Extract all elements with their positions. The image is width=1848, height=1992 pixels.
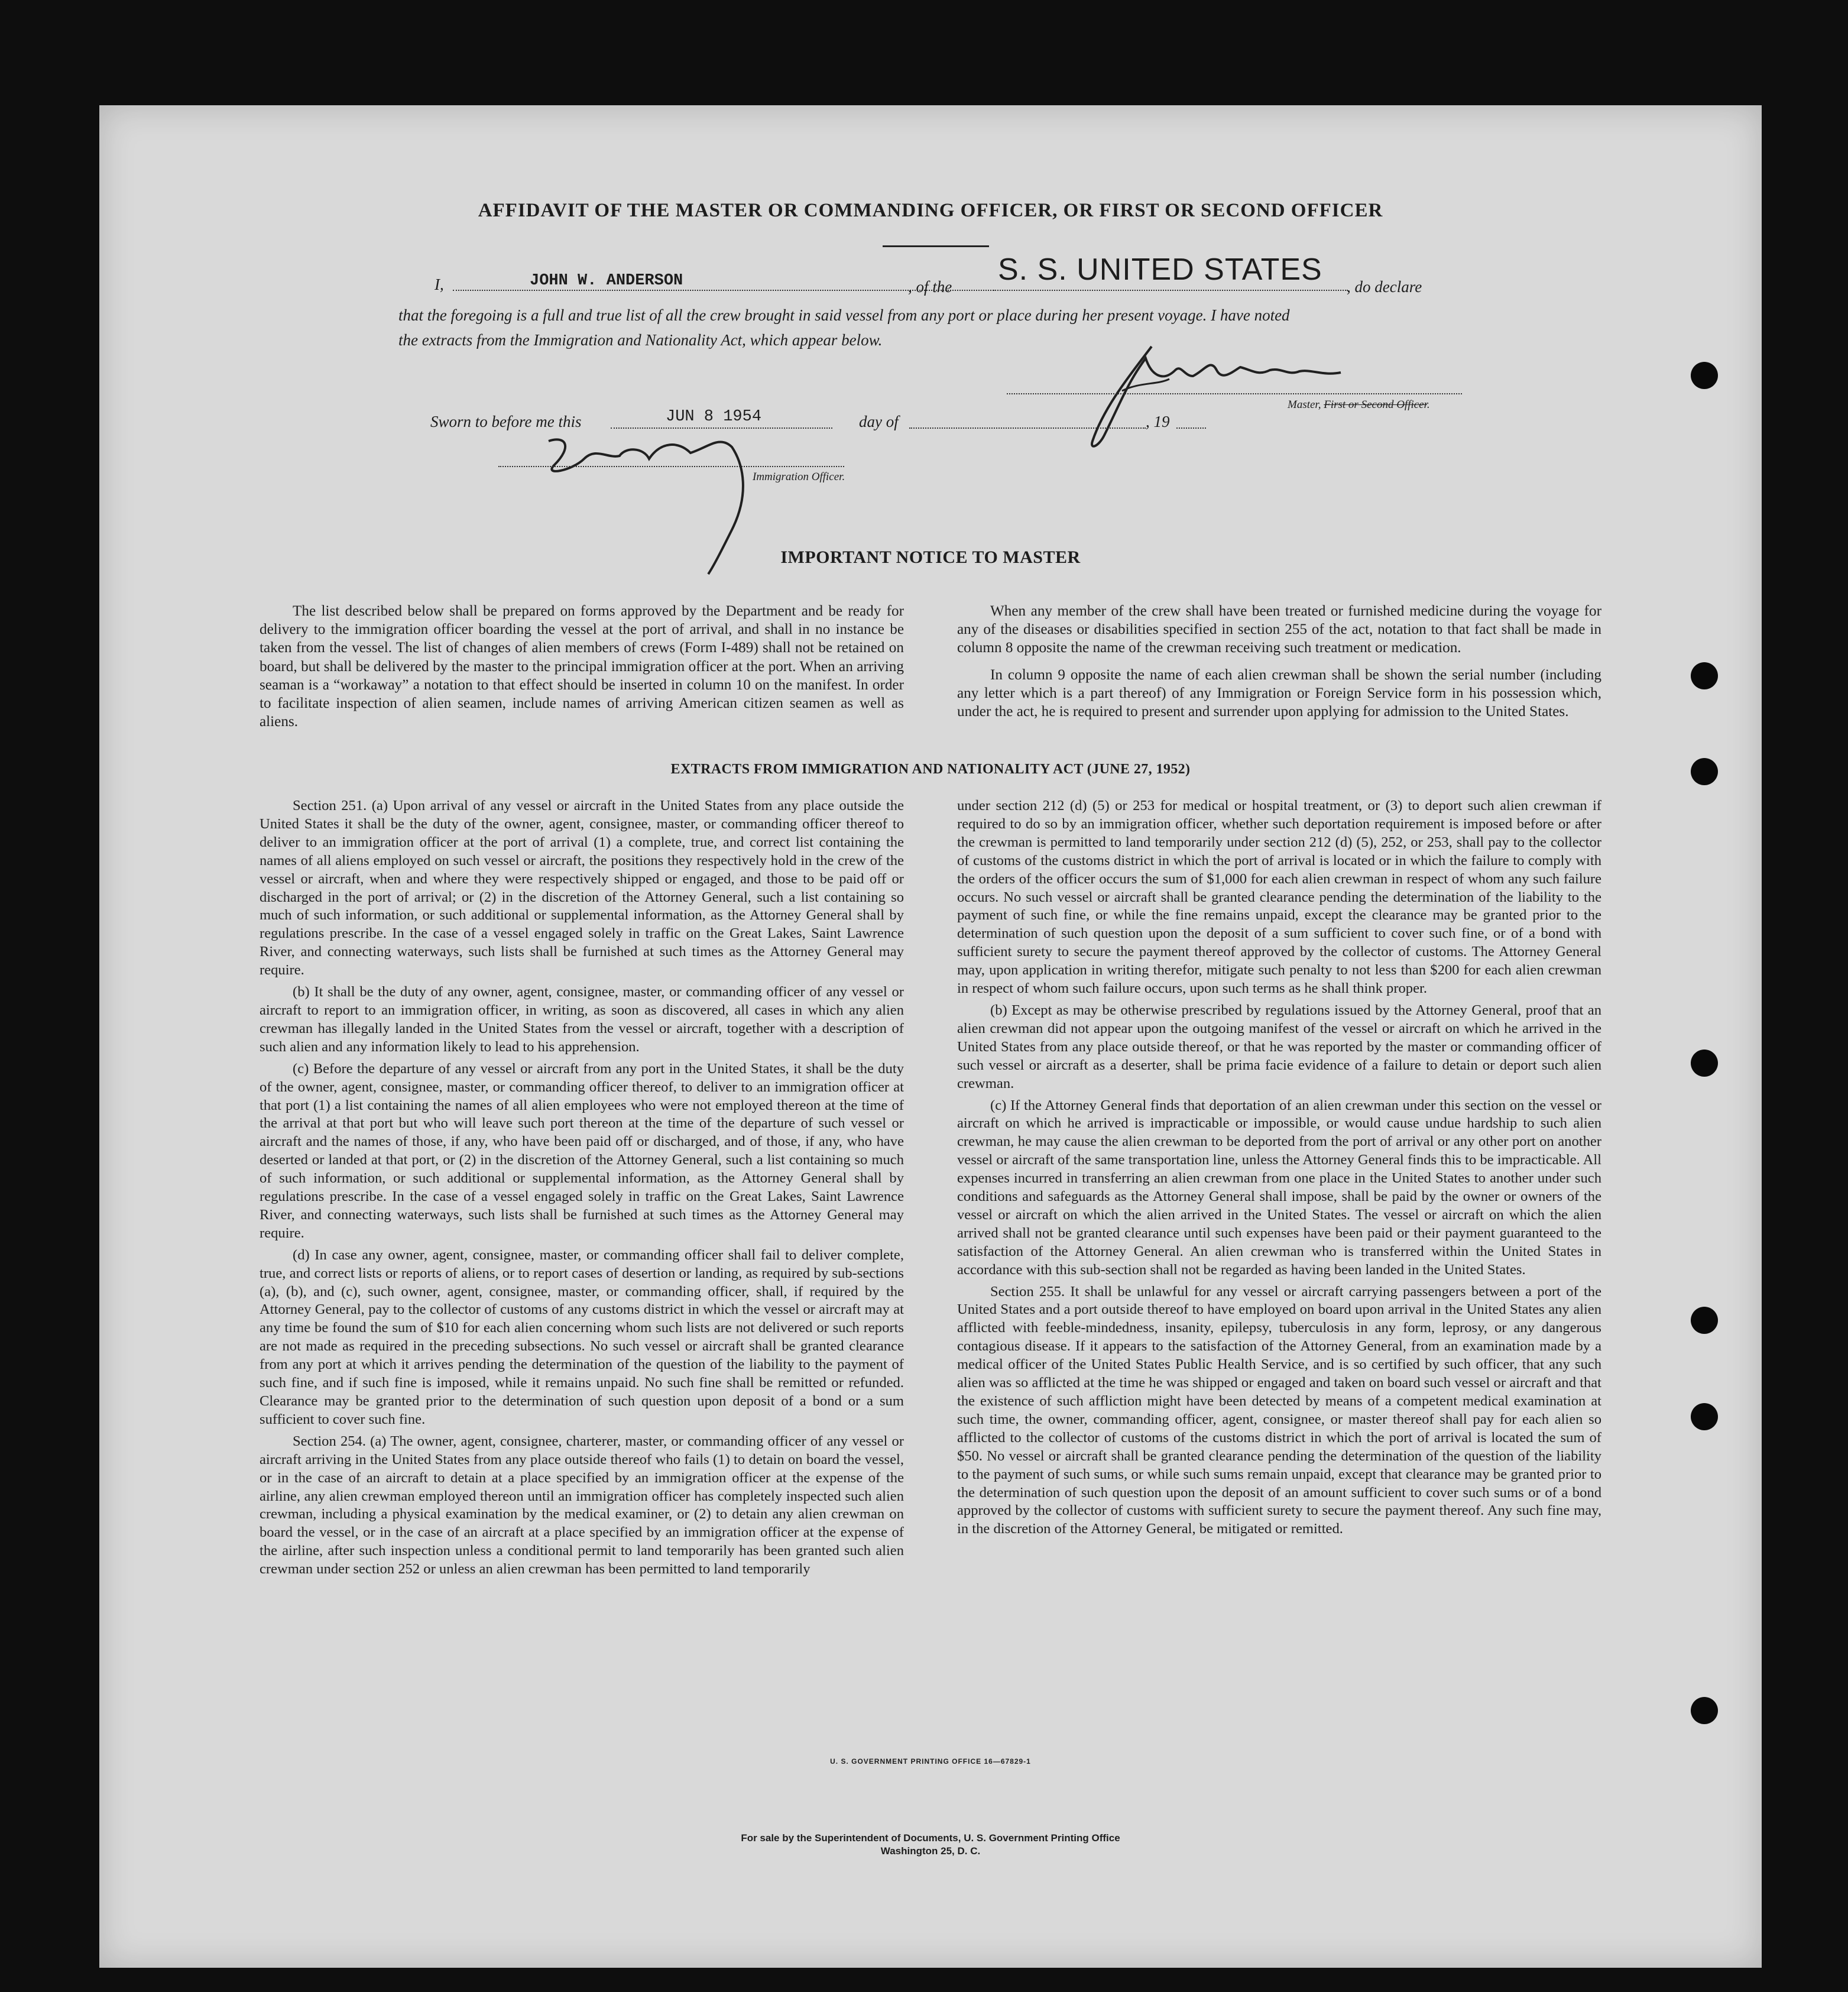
form-page (99, 105, 1762, 1968)
year-line (1176, 427, 1206, 429)
notice-right-paragraph-1: When any member of the crew shall have been treated or furnished medicine during the voyage for any of the diseases or disabilities specified in section 255 of the act, notation to that fact shall be made in column 8 opposite the name of the crewman receiving such treatment or medication. (957, 603, 1601, 656)
sworn-date-stamp: JUN 8 1954 (666, 408, 762, 426)
binder-hole (1691, 1697, 1718, 1724)
section-254b: (b) Except as may be otherwise prescribed by regulations issued by the Attorney General, proof that an alien crewman did not appear upon the outgoing manifest of the vessel or aircraft on which he arrived in the United States from any place outside thereof, or that he was reported by the master or commanding officer of such vessel or aircraft as a deserter, shall be prima facie evidence of a failure to detain or deport such alien crewman. (957, 1002, 1601, 1091)
immigration-officer-line (498, 466, 844, 467)
year-prefix: , 19 (1146, 413, 1170, 430)
footer (99, 1832, 1762, 1858)
notice-right-column (957, 602, 1601, 721)
immigration-officer-caption: Immigration Officer. (753, 471, 845, 483)
of-the-label: , of the (908, 278, 952, 296)
section-254a-continued: under section 212 (d) (5) or 253 for medical or hospital treatment, or (3) to deport such alien crewman if required to do so by an immigration officer, whether such deportation requirement is imposed before or after the crewman is permitted to land temporarily under section 212 (d) (5), 252, or 253, shall pay to the collector of customs of the customs district in which the port of arrival is located or in which the failure to comply with the orders of the officer occurs the sum of $1,000 for each alien crewman in respect of whom any such failure occurs. No such vessel or aircraft shall be granted clearance pending the determination of the liability to the payment of such fine, or while the fine remains unpaid, except the clearance may be granted prior to the determination of such question upon the deposit of a sum sufficient to cover such fine, or of a bond with sufficient surety to secure the payment thereof approved by the collector of customs. The Attorney General may, upon application in writing therefor, mitigate such penalty to not less than $200 for each alien crewman in respect of whom such failure occurs, upon such terms as he shall think proper. (957, 798, 1601, 997)
title-rule (883, 245, 989, 247)
notice-left-column (260, 602, 904, 731)
master-end: . (1426, 399, 1430, 411)
binder-hole (1691, 1050, 1718, 1077)
section-251c: (c) Before the departure of any vessel or aircraft from any port in the United States, it shall be the duty of the owner, agent, consignee, master, or commanding officer thereof, to deliver to an immigration officer at that port (1) a list containing the names of all alien employees who were not employed thereon at the time of the arrival at that port but who will leave such port thereon at the time of the departure of such vessel or aircraft and the names of those, if any, who have been paid off or discharged, and of those, if any, who have deserted or landed at that port, or (2) in the discretion of the Attorney General, such a list containing so much of such information, or such additional or supplemental information, as the Attorney General shall by regulations prescribe. In the case of a vessel engaged solely in traffic on the Great Lakes, Saint Lawrence River, and connecting waterways, such lists shall be furnished at such times as the Attorney General may require. (260, 1060, 904, 1241)
binder-hole (1691, 1307, 1718, 1334)
binder-hole (1691, 1403, 1718, 1430)
notice-right-paragraph-2: In column 9 opposite the name of each alien crewman shall be shown the serial number (including any letter which is a part thereof) of any Immigration or Foreign Service form in his possession which, under the act, he is required to present and surrender upon applying for admission to the United States. (957, 666, 1601, 720)
vessel-name: S. S. UNITED STATES (998, 252, 1322, 287)
footer-line-1: For sale by the Superintendent of Documents, U. S. Government Printing Office (741, 1832, 1120, 1844)
extracts-left-column (260, 797, 904, 1579)
extracts-right-column (957, 797, 1601, 1538)
binder-hole (1691, 758, 1718, 785)
affidavit-title: AFFIDAVIT OF THE MASTER OR COMMANDING OFFICER, OR FIRST OR SECOND OFFICER (478, 200, 1383, 221)
section-251d: (d) In case any owner, agent, consignee, master, or commanding officer shall fail to deliver complete, true, and correct lists or reports of aliens, or to report cases of desertion or landing, as required by sub-sections (a), (b), and (c), such owner, agent, consignee, master, or commanding officer, shall, if required by the Attorney General, pay to the collector of customs of any customs district in which the vessel or aircraft may at any time be found the sum of $10 for each alien concerning whom such lists are not delivered or such reports are not made as required in the preceding subsections. No such vessel or aircraft shall be granted clearance from any port at which it arrives pending the determination of the question of the liability to the payment of such fine, and if such fine is imposed, while it remains unpaid. No such fine shall be remitted or refunded. Clearance may be granted prior to the determination of such question upon deposit of a bond or a sum sufficient to cover such fine. (260, 1246, 904, 1427)
day-of-label: day of (859, 413, 899, 430)
declarant-prefix: I, (435, 276, 444, 293)
master-label: Master, (1288, 399, 1324, 411)
do-declare-label: , do declare (1347, 278, 1422, 296)
section-251b: (b) It shall be the duty of any owner, agent, consignee, master, or commanding officer of any vessel or aircraft to report to an immigration officer, in writing, as soon as discovered, all cases in which any alien crewman has illegally landed in the United States from the vessel or aircraft, together with a description of such alien and any information likely to lead to his apprehension. (260, 984, 904, 1055)
master-caption (1288, 399, 1430, 412)
declarant-name: JOHN W. ANDERSON (530, 272, 683, 290)
binder-hole (1691, 362, 1718, 389)
master-struck-text: First or Second Officer (1324, 399, 1427, 411)
statement-line-2: the extracts from the Immigration and Nationality Act, which appear below. (398, 331, 883, 349)
month-line (909, 427, 1146, 429)
vessel-line (993, 290, 1348, 291)
notice-left-paragraph: The list described below shall be prepared on forms approved by the Department and be ready for delivery to the immigration officer boarding the vessel at the port of arrival, and shall in no instance be taken from the vessel. The list of changes of alien members of crews (Form I-489) shall not be retained on board, but shall be delivered by the master to the principal immigration officer at the port. When an arriving seaman is a “workaway” a notation to that effect should be inserted in column 10 on the manifest. In order to facilitate inspection of alien seamen, include names of arriving American citizen seamen as well as aliens. (260, 603, 904, 730)
section-254c: (c) If the Attorney General finds that deportation of an alien crewman under this section on the vessel or aircraft on which he arrived is impracticable or impossible, or would cause undue hardship to such alien crewman, he may cause the alien crewman to be deported from the port of arrival or any other port on another vessel or aircraft of the same transportation line, unless the Attorney General finds this to be impracticable. All expenses incurred in transferring an alien crewman from one place in the United States to another under such conditions and safeguards as the Attorney General shall impose, shall be paid by the owner or owners of the vessel or aircraft on which the alien arrived in the United States. The vessel or aircraft on which the alien arrived shall not be granted clearance until such expenses have been paid or their payment guaranteed to the satisfaction of the Attorney General. An alien crewman who is transferred within the United States in accordance with this sub-section shall not be regarded as having been landed in the United States. (957, 1097, 1601, 1278)
section-251a: Section 251. (a) Upon arrival of any vessel or aircraft in the United States from any place outside the United States it shall be the duty of the owner, agent, consignee, master, or commanding officer thereof to deliver to an immigration officer at the port of arrival (1) a complete, true, and correct list containing the names of all aliens employed on such vessel or aircraft, the positions they respectively hold in the crew of the vessel or aircraft, when and where they were respectively shipped or engaged, and those to be paid off or discharged in the port of arrival; or (2) in the discretion of the Attorney General, such a list containing so much of such information, or such additional or supplemental information, as the Attorney General shall by regulations prescribe. In the case of a vessel engaged solely in traffic on the Great Lakes, Saint Lawrence River, and connecting waterways, such lists shall be furnished at such times as the Attorney General may require. (260, 798, 904, 979)
section-254a: Section 254. (a) The owner, agent, consignee, charterer, master, or commanding officer of any vessel or aircraft arriving in the United States from any place outside thereof who fails (1) to detain on board the vessel, or in the case of an aircraft to detain at a place specified by an immigration officer at the expense of the airline, any alien crewman employed thereon until an immigration officer has completely inspected such alien crewman, including a physical examination by the medical examiner, or (2) to detain any alien crewman on board the vessel, or in the case of an aircraft at a place specified by an immigration officer at the expense of the airline, after such inspection unless a conditional permit to land temporarily has been granted such alien crewman under section 252 or unless an alien crewman has been permitted to land temporarily (260, 1433, 904, 1578)
extracts-title: EXTRACTS FROM IMMIGRATION AND NATIONALITY ACT (JUNE 27, 1952) (670, 762, 1191, 777)
gpo-imprint: U. S. GOVERNMENT PRINTING OFFICE 16—67829-1 (830, 1757, 1031, 1766)
statement-line-1: that the foregoing is a full and true list of all the crew brought in said vessel from any port or place during her present voyage. I have noted (398, 306, 1290, 324)
sworn-label: Sworn to before me this (430, 413, 582, 430)
footer-line-2: Washington 25, D. C. (880, 1845, 981, 1857)
master-signature-line (1007, 393, 1462, 394)
notice-title: IMPORTANT NOTICE TO MASTER (780, 548, 1081, 567)
binder-hole (1691, 662, 1718, 689)
section-255: Section 255. It shall be unlawful for any vessel or aircraft carrying passengers between a port of the United States and a port outside thereof to have employed on board upon arrival in the United States any alien afflicted with feeble-mindedness, insanity, epilepsy, tuberculosis in any form, leprosy, or any dangerous contagious disease. If it appears to the satisfaction of the Attorney General, from an examination made by a medical officer of the United States Public Health Service, and is so certified by such officer, that any such alien was so afflicted at the time he was shipped or engaged and taken on board such vessel or aircraft and that the existence of such affliction might have been detected by means of a competent medical examination at such time, the owner, commanding officer, agent, consignee, or master thereof shall pay for each alien so afflicted to the collector of customs of the customs district in which the port of arrival is located the sum of $50. No vessel or aircraft shall be granted clearance pending the determination of the question of the liability to the payment of such sums, or while such sums remain unpaid, except that clearance may be granted prior to the determination of such question upon the deposit of an amount sufficient to cover such sums or of a bond approved by the collector of customs with sufficient surety to secure the payment thereof. Any such fine may, in the discretion of the Attorney General, be mitigated or remitted. (957, 1283, 1601, 1537)
